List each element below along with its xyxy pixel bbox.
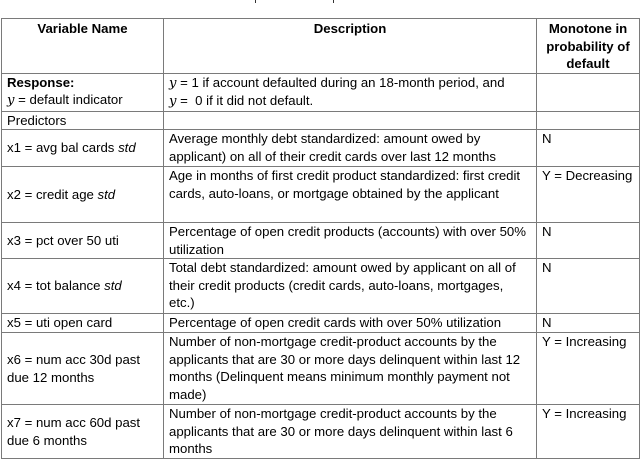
- response-monotone-cell: [537, 73, 640, 111]
- response-description-line: [169, 92, 531, 111]
- table-row: [2, 259, 640, 314]
- monotone-cell: Y = Increasing: [537, 333, 640, 405]
- variable-name-cell: [2, 259, 164, 314]
- predictors-empty-cell: [164, 111, 537, 130]
- description-cell: Age in months of first credit product standardized: first credit cards, auto-loans, or mortgage obtained by the applicant: [164, 167, 537, 223]
- variable-suffix-std: std: [97, 186, 116, 202]
- variable-name: x7 = num acc 60d past due 6 months: [7, 415, 141, 448]
- description-cell: Total debt standardized: amount owed by applicant on all of their credit products (credit cards, auto-loans, mortgages, etc.): [164, 259, 537, 314]
- variable-name: x1 = avg bal cards: [7, 140, 119, 156]
- clipped-caption-fragment: [255, 0, 256, 3]
- variables-table: [1, 18, 640, 459]
- predictors-empty-cell: [537, 111, 640, 130]
- response-description-cell: [164, 73, 537, 111]
- variable-name-cell: [2, 333, 164, 405]
- variable-name: x3 = pct over 50 uti: [7, 232, 119, 248]
- variable-name-cell: [2, 223, 164, 259]
- variable-name: x6 = num acc 30d past due 12 months: [7, 352, 141, 385]
- variable-name: x2 = credit age: [7, 186, 98, 202]
- table-header-row: [2, 19, 640, 74]
- description-cell: Average monthly debt standardized: amount owed by applicant) on all of their credit cards over last 12 months: [164, 130, 537, 167]
- description-cell: Number of non-mortgage credit-product accounts by the applicants that are 30 or more days delinquent within last 12 months (Delinquent means minimum monthly payment not made): [164, 333, 537, 405]
- math-symbol-y: y: [7, 93, 15, 108]
- monotone-cell: N: [537, 223, 640, 259]
- monotone-cell: N: [537, 259, 640, 314]
- variable-name-cell: [2, 130, 164, 167]
- response-variable-text: = default indicator: [14, 92, 123, 107]
- response-label: Response:: [7, 74, 75, 90]
- predictors-label: Predictors: [2, 111, 164, 130]
- variable-name: x4 = tot balance: [7, 278, 105, 294]
- header-monotone: Monotone in probability of default: [537, 19, 640, 74]
- variable-name-cell: [2, 405, 164, 459]
- table-row: [2, 130, 640, 167]
- description-cell: Percentage of open credit products (accounts) with over 50% utilization: [164, 223, 537, 259]
- description-cell: Number of non-mortgage credit-product accounts by the applicants that are 30 or more days delinquent within last 6 months: [164, 405, 537, 459]
- monotone-cell: N: [537, 130, 640, 167]
- header-variable-name: Variable Name: [2, 19, 164, 74]
- response-description-text: = 1 if account defaulted during an 18-month period, and: [176, 74, 505, 90]
- monotone-cell: Y = Increasing: [537, 405, 640, 459]
- response-variable: [7, 91, 158, 110]
- header-description: Description: [164, 19, 537, 74]
- table-row: [2, 167, 640, 223]
- monotone-cell: Y = Decreasing: [537, 167, 640, 223]
- variable-name: x5 = uti open card: [7, 315, 113, 331]
- clipped-caption-fragment: [333, 0, 334, 3]
- response-description-text: = 0 if it did not default.: [176, 93, 314, 108]
- variable-name-cell: [2, 167, 164, 223]
- table-row: [2, 223, 640, 259]
- monotone-cell: N: [537, 314, 640, 333]
- predictors-section-row: [2, 111, 640, 130]
- math-symbol-y: y: [169, 75, 177, 91]
- math-symbol-y: y: [169, 94, 177, 109]
- response-variable-cell: [2, 73, 164, 111]
- variable-suffix-std: std: [118, 140, 136, 156]
- table-row: [2, 314, 640, 333]
- variable-name-cell: [2, 314, 164, 333]
- table-row: [2, 405, 640, 459]
- response-description-line: [169, 74, 531, 93]
- table-row: [2, 333, 640, 405]
- description-cell: Percentage of open credit cards with over 50% utilization: [164, 314, 537, 333]
- variable-suffix-std: std: [104, 278, 122, 294]
- response-row: [2, 73, 640, 111]
